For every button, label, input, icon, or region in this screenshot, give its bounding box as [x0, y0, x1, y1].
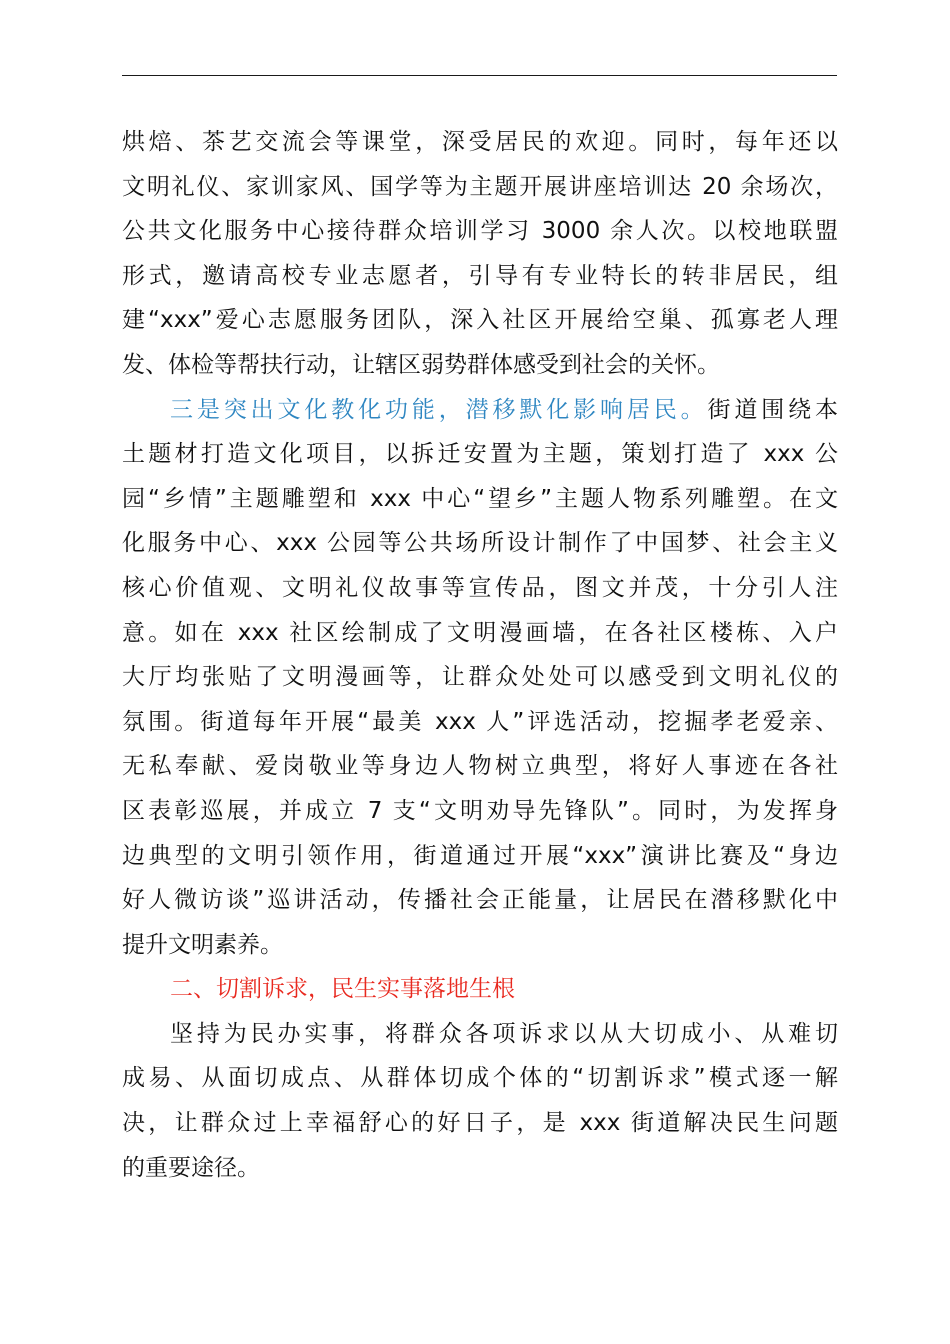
paragraph-line: 的重要途径。: [122, 1154, 260, 1181]
paragraph-line: 土题材打造文化项目，以拆迁安置为主题，策划打造了 xxx 公: [122, 441, 838, 468]
header-rule: [122, 75, 837, 76]
paragraph-line: 公共文化服务中心接待群众培训学习 3000 余人次。以校地联盟: [122, 218, 838, 245]
paragraph-line: 核心价值观、文明礼仪故事等宣传品，图文并茂，十分引人注: [122, 574, 838, 601]
paragraph-line: 建“xxx”爱心志愿服务团队，深入社区开展给空巢、孤寡老人理: [122, 307, 838, 334]
paragraph-line: 好人微访谈”巡讲活动，传播社会正能量，让居民在潜移默化中: [122, 887, 838, 914]
paragraph-line: 决，让群众过上幸福舒心的好日子，是 xxx 街道解决民生问题: [122, 1110, 838, 1137]
paragraph-line: 无私奉献、爱岗敬业等身边人物树立典型，将好人事迹在各社: [122, 753, 838, 780]
paragraph-line: 边典型的文明引领作用，街道通过开展“xxx”演讲比赛及“身边: [122, 842, 838, 869]
paragraph-line: 氛围。街道每年开展“最美 xxx 人”评选活动，挖掘孝老爱亲、: [122, 708, 838, 735]
document-body: [122, 120, 838, 1190]
paragraph-line: 成易、从面切成点、从群体切成个体的“切割诉求”模式逐一解: [122, 1065, 838, 1092]
paragraph-line: 烘焙、茶艺交流会等课堂，深受居民的欢迎。同时，每年还以: [122, 129, 838, 155]
paragraph-line: 园“乡情”主题雕塑和 xxx 中心“望乡”主题人物系列雕塑。在文: [122, 485, 838, 512]
paragraph-line: 化服务中心、xxx 公园等公共场所设计制作了中国梦、社会主义: [122, 530, 838, 557]
paragraph-line: 大厅均张贴了文明漫画等，让群众处处可以感受到文明礼仪的: [122, 664, 838, 691]
paragraph-line: 提升文明素养。: [122, 931, 283, 958]
paragraph-line: 发、体检等帮扶行动，让辖区弱势群体感受到社会的关怀。: [122, 351, 720, 378]
paragraph-line: 意。如在 xxx 社区绘制成了文明漫画墙，在各社区楼栋、入户: [122, 619, 838, 646]
subheading-blue: 三是突出文化教化功能，潜移默化影响居民。: [170, 396, 708, 423]
paragraph-line-rest: 街道围绕本: [707, 396, 838, 423]
paragraph-line: 文明礼仪、家训家风、国学等为主题开展讲座培训达 20 余场次，: [122, 173, 838, 200]
paragraph-line: 区表彰巡展，并成立 7 支“文明劝导先锋队”。同时，为发挥身: [122, 797, 838, 824]
paragraph-first-line: [122, 388, 838, 433]
section-heading: 二、切割诉求，民生实事落地生根: [170, 976, 515, 1003]
paragraph-line: 坚持为民办实事，将群众各项诉求以从大切成小、从难切: [170, 1020, 838, 1047]
paragraph-line: 形式，邀请高校专业志愿者，引导有专业特长的转非居民，组: [122, 262, 838, 289]
